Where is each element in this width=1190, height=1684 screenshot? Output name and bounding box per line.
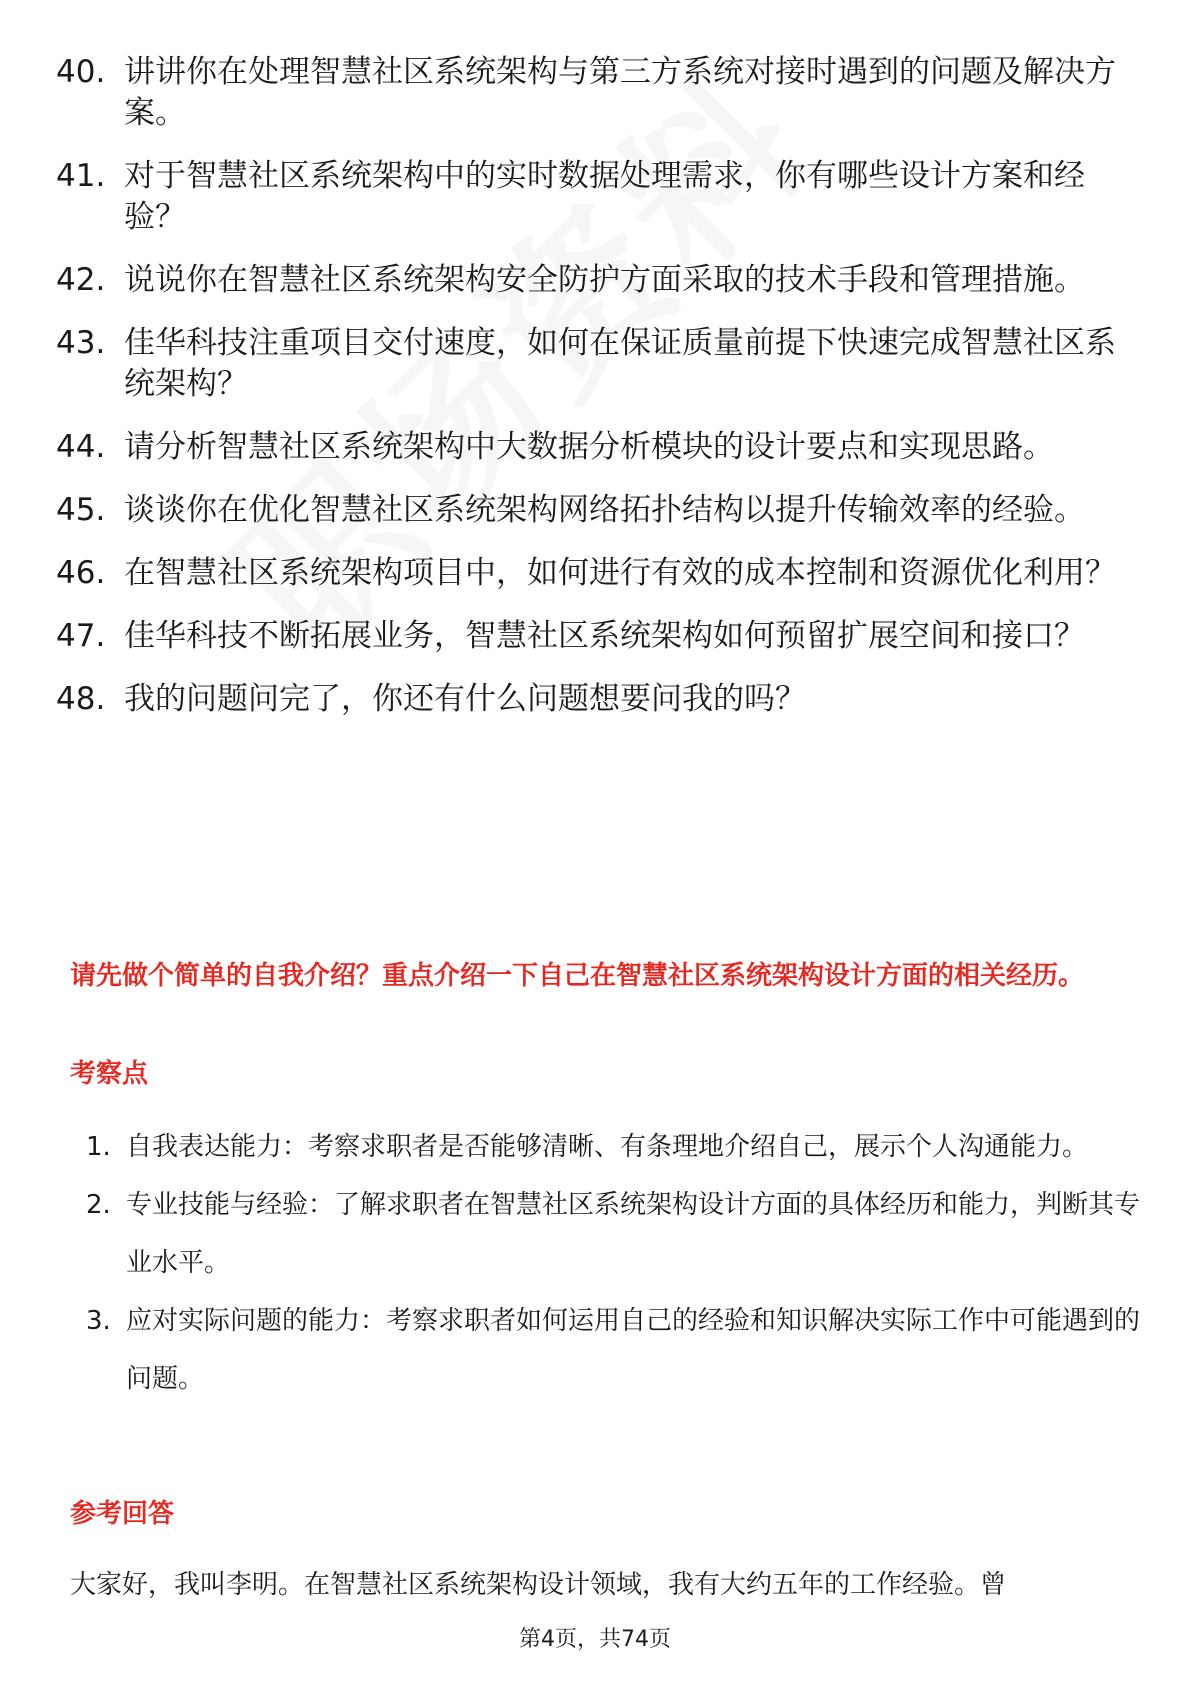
question-list [56,52,1136,742]
point-item [86,1292,1146,1408]
point-number: 1. [86,1132,111,1162]
answer-text: 大家好，我叫李明。在智慧社区系统架构设计领域，我有大约五年的工作经验。曾 [70,1570,1007,1600]
points-label: 考察点 [70,1059,149,1089]
point-text: 专业技能与经验：了解求职者在智慧社区系统架构设计方面的具体经历和能力，判断其专业水平。 [126,1190,1141,1278]
point-item [86,1176,1146,1292]
question-item [56,427,1136,468]
question-text: 请分析智慧社区系统架构中大数据分析模块的设计要点和实现思路。 [124,429,1054,465]
question-number: 48. [56,681,106,717]
question-number: 47. [56,618,106,654]
question-text: 我的问题问完了，你还有什么问题想要问我的吗？ [124,681,806,717]
question-item [56,260,1136,301]
question-item [56,679,1136,720]
point-text: 应对实际问题的能力：考察求职者如何运用自己的经验和知识解决实际工作中可能遇到的问题。 [126,1306,1141,1394]
points-list [86,1118,1146,1408]
page-footer: 第4页，共74页 [519,1627,671,1652]
point-item [86,1118,1146,1176]
question-number: 44. [56,429,106,465]
question-number: 40. [56,54,106,90]
question-text: 讲讲你在处理智慧社区系统架构与第三方系统对接时遇到的问题及解决方案。 [124,54,1116,131]
question-text: 佳华科技不断拓展业务，智慧社区系统架构如何预留扩展空间和接口？ [124,618,1085,654]
question-item [56,616,1136,657]
question-text: 说说你在智慧社区系统架构安全防护方面采取的技术手段和管理措施。 [124,262,1085,298]
question-item [56,553,1136,594]
point-text: 自我表达能力：考察求职者是否能够清晰、有条理地介绍自己，展示个人沟通能力。 [126,1132,1089,1162]
question-number: 46. [56,555,106,591]
question-item [56,52,1136,134]
point-number: 3. [86,1306,111,1336]
question-number: 45. [56,492,106,528]
question-heading: 请先做个简单的自我介绍？重点介绍一下自己在智慧社区系统架构设计方面的相关经历。 [70,961,1085,991]
question-item [56,323,1136,405]
answer-label: 参考回答 [70,1499,175,1529]
question-number: 41. [56,158,106,194]
question-number: 43. [56,325,106,361]
question-text: 佳华科技注重项目交付速度，如何在保证质量前提下快速完成智慧社区系统架构？ [124,325,1116,402]
point-number: 2. [86,1190,111,1220]
question-number: 42. [56,262,106,298]
question-text: 在智慧社区系统架构项目中，如何进行有效的成本控制和资源优化利用？ [124,555,1116,591]
question-item [56,156,1136,238]
question-text: 对于智慧社区系统架构中的实时数据处理需求，你有哪些设计方案和经验？ [124,158,1085,235]
question-text: 谈谈你在优化智慧社区系统架构网络拓扑结构以提升传输效率的经验。 [124,492,1085,528]
question-item [56,490,1136,531]
